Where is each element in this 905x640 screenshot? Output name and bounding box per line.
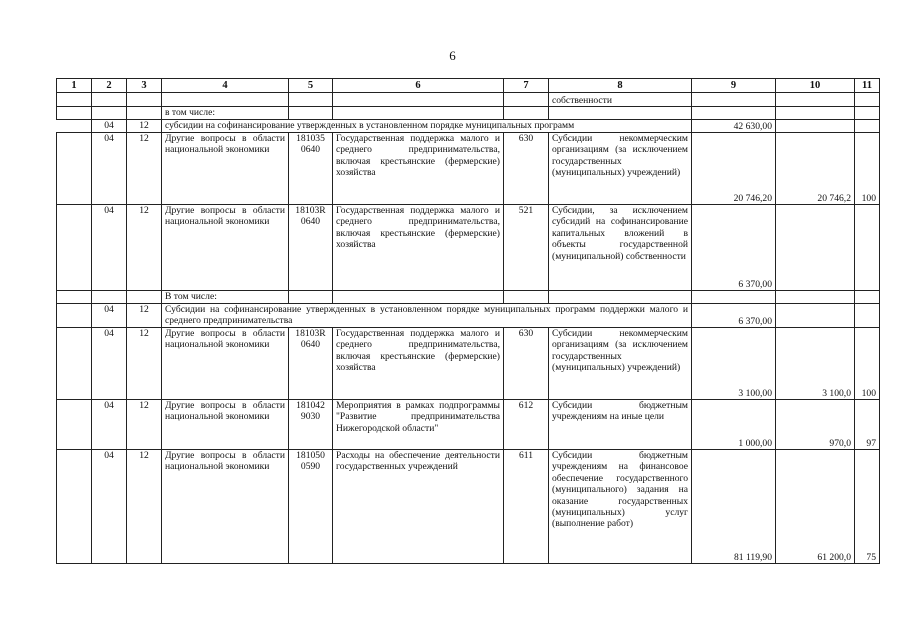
cell-section: 04	[92, 328, 127, 400]
header-col-6: 6	[333, 79, 504, 93]
cell-planned-amount: 6 370,00	[692, 205, 776, 291]
cell-section: 04	[92, 133, 127, 205]
cell-section: 04	[92, 120, 127, 133]
table-row	[57, 291, 880, 304]
cell-program-description: субсидии на софинансирование утвержденных в установленном порядке муниципальных программ	[162, 120, 692, 133]
header-col-4: 4	[162, 79, 289, 93]
cell-actual-amount: 20 746,2	[776, 133, 855, 205]
cell-subsection: 12	[127, 328, 162, 400]
header-col-7: 7	[504, 79, 549, 93]
cell-planned-amount: 6 370,00	[692, 304, 776, 328]
cell-program-description: Субсидии на софинансирование утвержденных в установленном порядке муниципальных программ поддержки малого и среднего предпринимательства	[162, 304, 692, 328]
cell-subtotal-label: В том числе:	[162, 291, 289, 304]
cell-percent: 100	[855, 133, 880, 205]
cell-actual-amount: 3 100,0	[776, 328, 855, 400]
cell-expense-code: 630	[504, 328, 549, 400]
cell-target-code: 181035 0640	[289, 133, 333, 205]
header-col-10: 10	[776, 79, 855, 93]
table-row	[57, 133, 880, 205]
cell-planned-amount: 42 630,00	[692, 120, 776, 133]
cell-planned-amount: 81 119,90	[692, 450, 776, 564]
cell-subsection: 12	[127, 133, 162, 205]
cell-subsection: 12	[127, 400, 162, 450]
header-col-1: 1	[57, 79, 92, 93]
cell-planned-amount: 3 100,00	[692, 328, 776, 400]
budget-table	[56, 78, 880, 564]
cell-actual-amount: 61 200,0	[776, 450, 855, 564]
cell-purpose: Мероприятия в рамках подпрограммы "Развитие предпринимательства Нижегородской области"	[333, 400, 504, 450]
cell-actual-amount: 970,0	[776, 400, 855, 450]
cell-category: Другие вопросы в области национальной экономики	[162, 133, 289, 205]
cell-target-code: 18103R 0640	[289, 328, 333, 400]
table-row	[57, 120, 880, 133]
table-row	[57, 205, 880, 291]
cell-section: 04	[92, 450, 127, 564]
cell-category: Другие вопросы в области национальной экономики	[162, 450, 289, 564]
table-row	[57, 328, 880, 400]
header-col-2: 2	[92, 79, 127, 93]
header-row	[57, 79, 880, 93]
page-number: 6	[449, 48, 456, 63]
header-col-5: 5	[289, 79, 333, 93]
cell-subtotal-label: в том числе:	[162, 107, 289, 120]
cell-section: 04	[92, 205, 127, 291]
cell-percent: 100	[855, 328, 880, 400]
cell-subsection: 12	[127, 205, 162, 291]
cell-category: Другие вопросы в области национальной экономики	[162, 205, 289, 291]
cell-target-code: 18103R 0640	[289, 205, 333, 291]
table-row	[57, 450, 880, 564]
table-row	[57, 107, 880, 120]
cell-category: Другие вопросы в области национальной экономики	[162, 328, 289, 400]
table-row	[57, 400, 880, 450]
cell-target-code: 181050 0590	[289, 450, 333, 564]
cell-percent: 97	[855, 400, 880, 450]
cell-expense-type: собственности	[549, 93, 692, 107]
cell-planned-amount: 1 000,00	[692, 400, 776, 450]
cell-subsection: 12	[127, 304, 162, 328]
cell-target-code: 181042 9030	[289, 400, 333, 450]
cell-percent	[855, 205, 880, 291]
cell-purpose: Государственная поддержка малого и среднего предпринимательства, включая крестьянские (фермерские) хозяйства	[333, 328, 504, 400]
cell-expense-type: Субсидии бюджетным учреждениям на иные цели	[549, 400, 692, 450]
cell-expense-type: Субсидии некоммерческим организациям (за исключением государственных (муниципальных) учреждений)	[549, 328, 692, 400]
cell-actual-amount	[776, 205, 855, 291]
cell-expense-code: 630	[504, 133, 549, 205]
cell-percent: 75	[855, 450, 880, 564]
cell-section: 04	[92, 400, 127, 450]
cell-planned-amount: 20 746,20	[692, 133, 776, 205]
table-row	[57, 93, 880, 107]
cell-expense-code: 612	[504, 400, 549, 450]
cell-purpose: Государственная поддержка малого и среднего предпринимательства, включая крестьянские (фермерские) хозяйства	[333, 133, 504, 205]
header-col-11: 11	[855, 79, 880, 93]
cell-subsection: 12	[127, 120, 162, 133]
table-row	[57, 304, 880, 328]
cell-expense-type: Субсидии, за исключением субсидий на софинансирование капитальных вложений в объекты государственной (муниципальной) собственности	[549, 205, 692, 291]
cell-expense-code: 611	[504, 450, 549, 564]
cell-category: Другие вопросы в области национальной экономики	[162, 400, 289, 450]
cell-subsection: 12	[127, 450, 162, 564]
cell-section: 04	[92, 304, 127, 328]
header-col-8: 8	[549, 79, 692, 93]
cell-purpose: Расходы на обеспечение деятельности государственных учреждений	[333, 450, 504, 564]
header-col-9: 9	[692, 79, 776, 93]
cell-expense-type: Субсидии некоммерческим организациям (за исключением государственных (муниципальных) учреждений)	[549, 133, 692, 205]
cell-purpose: Государственная поддержка малого и среднего предпринимательства, включая крестьянские (фермерские) хозяйства	[333, 205, 504, 291]
header-col-3: 3	[127, 79, 162, 93]
cell-expense-type: Субсидии бюджетным учреждениям на финансовое обеспечение государственного (муниципального) задания на оказание государственных (муниципальных) услуг (выполнение работ)	[549, 450, 692, 564]
cell-expense-code: 521	[504, 205, 549, 291]
